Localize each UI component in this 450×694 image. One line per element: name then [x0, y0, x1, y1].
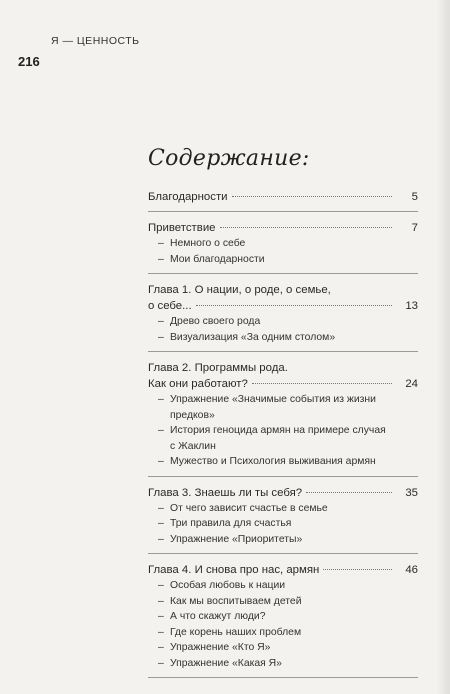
toc-subitem-text: Мои благодарности [170, 253, 265, 265]
toc-subitem [148, 532, 418, 548]
toc-entry-page: 46 [405, 564, 418, 576]
toc-subitem [148, 501, 418, 517]
toc-entry-line [148, 298, 418, 314]
toc-subitem [148, 516, 418, 532]
toc-subitem-text: Упражнение «Значимые события из жизни предков» [170, 394, 376, 421]
toc-title: Содержание: [148, 146, 310, 171]
toc-entry-title: Глава 4. И снова про нас, армян [148, 564, 320, 576]
toc-subitem-text: Мужество и Психология выживания армян [170, 456, 376, 467]
toc-subitem [148, 314, 418, 330]
toc-subitem-text: Упражнение «Приоритеты» [170, 533, 303, 545]
toc-subitem [148, 640, 418, 656]
toc-subitem [148, 392, 418, 423]
toc-entry-title: Глава 1. О нации, о роде, о семье, [148, 284, 331, 296]
table-of-contents [148, 186, 418, 678]
toc-entry-page: 5 [411, 191, 418, 203]
toc-entry [148, 279, 418, 352]
toc-subitem-text: Упражнение «Какая Я» [170, 657, 282, 669]
toc-subitem-text: От чего зависит счастье в семье [170, 502, 328, 514]
toc-subitem-text: Древо своего рода [170, 316, 261, 327]
toc-subitem [148, 330, 418, 346]
toc-subitem [148, 578, 418, 594]
dash-bullet: – [158, 533, 164, 545]
toc-subitem-text: Немного о себе [170, 238, 246, 249]
dot-leader [232, 196, 392, 197]
dash-bullet: – [158, 238, 164, 249]
toc-subitem [148, 594, 418, 610]
toc-subitem-text: Где корень наших проблем [170, 626, 302, 638]
toc-subitem [148, 252, 418, 268]
toc-entry [148, 186, 418, 212]
toc-entry-page: 24 [405, 378, 418, 390]
toc-subitem-text: История геноцида армян на примере случая с Жаклин [170, 425, 386, 452]
dash-bullet: – [158, 331, 164, 343]
dash-bullet: – [158, 316, 164, 327]
toc-subitem [148, 236, 418, 252]
toc-entry [148, 482, 418, 555]
toc-entry-title: Глава 3. Знаешь ли ты себя? [148, 486, 303, 499]
toc-subitem [148, 609, 418, 625]
dash-bullet: – [158, 642, 164, 653]
toc-entry-title: Благодарности [148, 191, 228, 203]
toc-entry-title: Приветствие [148, 222, 216, 234]
toc-entry-line [148, 189, 418, 205]
toc-subitem [148, 454, 418, 470]
dash-bullet: – [158, 253, 164, 265]
toc-entry-line [148, 282, 418, 298]
dash-bullet: – [158, 657, 164, 669]
toc-subitem-text: Три правила для счастья [170, 518, 292, 529]
toc-entry-title: о себе... [148, 300, 192, 312]
toc-subitem-text: Упражнение «Кто Я» [170, 642, 271, 653]
toc-entry-line [148, 220, 418, 236]
running-head: Я — ЦЕННОСТЬ [51, 35, 140, 47]
dash-bullet: – [158, 518, 164, 529]
toc-entry-line [148, 485, 418, 501]
dash-bullet: – [158, 580, 164, 591]
dot-leader [252, 383, 392, 384]
toc-subitem [148, 423, 418, 454]
dash-bullet: – [158, 425, 164, 436]
dot-leader [220, 227, 392, 228]
toc-entry-title: Глава 2. Программы рода. [148, 362, 288, 374]
toc-subitem [148, 625, 418, 641]
toc-entry-line [148, 360, 418, 376]
page-edge-shadow [436, 0, 450, 694]
dot-leader [196, 305, 392, 306]
toc-entry-line [148, 562, 418, 578]
dash-bullet: – [158, 456, 164, 467]
dash-bullet: – [158, 595, 164, 607]
dash-bullet: – [158, 611, 164, 622]
toc-entry [148, 217, 418, 274]
toc-entry [148, 559, 418, 678]
dash-bullet: – [158, 394, 164, 405]
dot-leader [323, 569, 392, 570]
page-number: 216 [18, 54, 40, 69]
toc-subitem-text: Как мы воспитываем детей [170, 595, 302, 607]
toc-entry-page: 35 [405, 486, 418, 499]
toc-entry-page: 13 [405, 300, 418, 312]
toc-entry-line [148, 376, 418, 392]
toc-subitem-text: Визуализация «За одним столом» [170, 331, 336, 343]
toc-entry [148, 357, 418, 477]
toc-subitem-text: Особая любовь к нации [170, 580, 286, 591]
dash-bullet: – [158, 626, 164, 638]
dot-leader [306, 492, 392, 493]
toc-subitem [148, 656, 418, 672]
toc-entry-page: 7 [411, 222, 418, 234]
toc-subitem-text: А что скажут люди? [170, 611, 266, 622]
toc-entry-title: Как они работают? [148, 378, 248, 390]
dash-bullet: – [158, 502, 164, 514]
